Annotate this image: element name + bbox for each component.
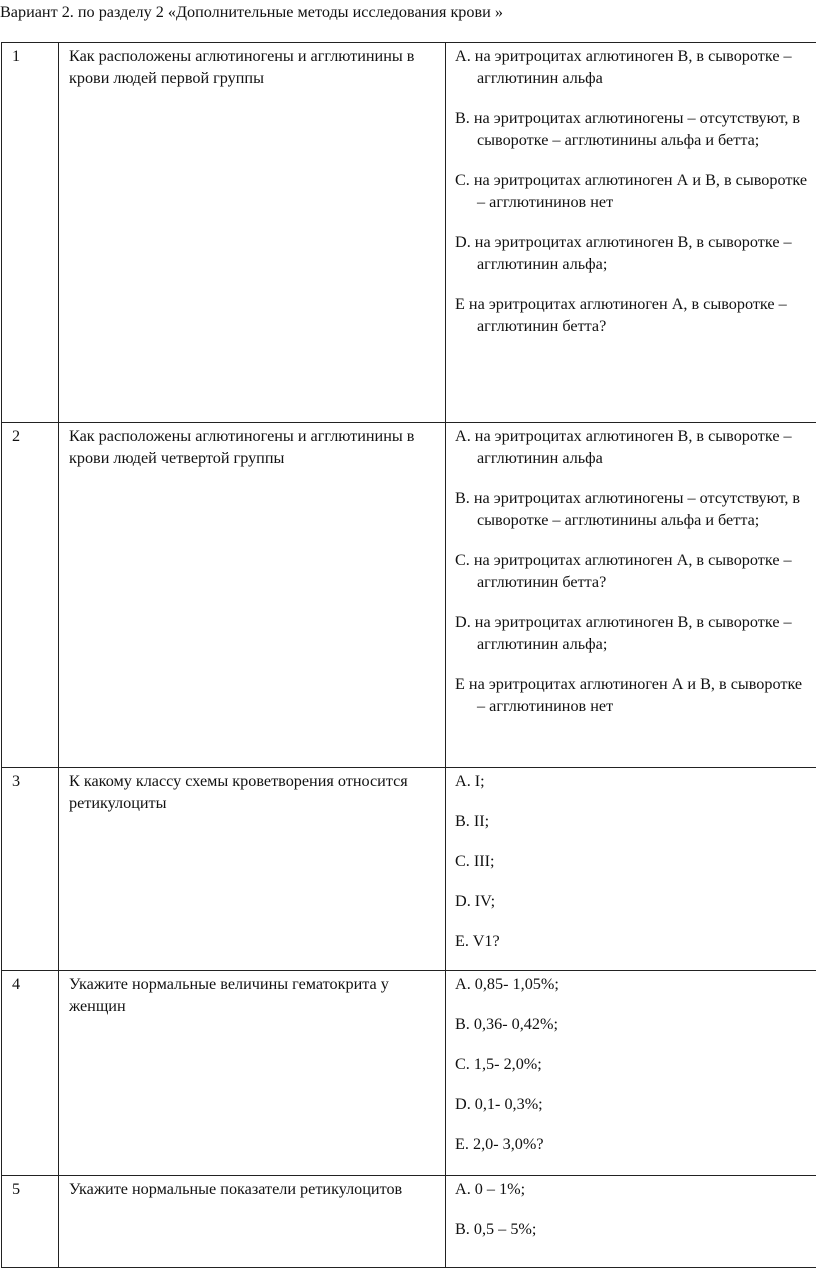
question-number: 4 [2, 971, 59, 1176]
answer-option: A. на эритроцитах аглютиноген В, в сыворотке – агглютинин альфа [455, 45, 812, 89]
question-row [2, 768, 816, 971]
answer-option: A. 0 – 1%; [455, 1178, 812, 1200]
document-title: Вариант 2. по разделу 2 «Дополнительные методы исследования крови » [0, 1, 503, 23]
answer-option: B. 0,5 – 5%; [455, 1218, 812, 1240]
question-row [2, 43, 816, 423]
answer-option: A. 0,85- 1,05%; [455, 973, 812, 995]
answer-option: D. на эритроцитах аглютиноген В, в сыворотке – агглютинин альфа; [455, 231, 812, 275]
answer-option: E. V1? [455, 930, 812, 952]
answer-option: C. на эритроцитах аглютиноген А и В, в сыворотке – агглютининов нет [455, 169, 812, 213]
answer-option: D. IV; [455, 890, 812, 912]
question-text: Укажите нормальные величины гематокрита у женщин [59, 971, 446, 1176]
answer-options [446, 43, 816, 423]
question-text: Укажите нормальные показатели ретикулоцитов [59, 1176, 446, 1268]
question-number: 2 [2, 423, 59, 768]
question-row [2, 1176, 816, 1268]
questions-table [1, 42, 816, 1268]
answer-option: E. 2,0- 3,0%? [455, 1133, 812, 1155]
question-text: Как расположены аглютиногены и агглютинины в крови людей первой группы [59, 43, 446, 423]
question-number: 5 [2, 1176, 59, 1268]
answer-option: C. III; [455, 850, 812, 872]
answer-option: C. на эритроцитах аглютиноген А, в сыворотке – агглютинин бетта? [455, 549, 812, 593]
answer-option: B. II; [455, 810, 812, 832]
question-text: К какому классу схемы кроветворения относится ретикулоциты [59, 768, 446, 971]
question-number: 1 [2, 43, 59, 423]
answer-option: A. I; [455, 770, 812, 792]
question-row [2, 971, 816, 1176]
answer-option: C. 1,5- 2,0%; [455, 1053, 812, 1075]
answer-option: D. 0,1- 0,3%; [455, 1093, 812, 1115]
question-row [2, 423, 816, 768]
answer-options [446, 971, 816, 1176]
answer-options [446, 768, 816, 971]
answer-option: D. на эритроцитах аглютиноген В, в сыворотке – агглютинин альфа; [455, 611, 812, 655]
answer-option: E на эритроцитах аглютиноген А и В, в сыворотке – агглютининов нет [455, 673, 812, 717]
answer-options [446, 1176, 816, 1268]
question-number: 3 [2, 768, 59, 971]
answer-options [446, 423, 816, 768]
answer-option: E на эритроцитах аглютиноген А, в сыворотке – агглютинин бетта? [455, 293, 812, 337]
answer-option: B. на эритроцитах аглютиногены – отсутствуют, в сыворотке – агглютинины альфа и бетта; [455, 107, 812, 151]
answer-option: B. на эритроцитах аглютиногены – отсутствуют, в сыворотке – агглютинины альфа и бетта; [455, 487, 812, 531]
answer-option: A. на эритроцитах аглютиноген В, в сыворотке – агглютинин альфа [455, 425, 812, 469]
question-text: Как расположены аглютиногены и агглютинины в крови людей четвертой группы [59, 423, 446, 768]
answer-option: B. 0,36- 0,42%; [455, 1013, 812, 1035]
